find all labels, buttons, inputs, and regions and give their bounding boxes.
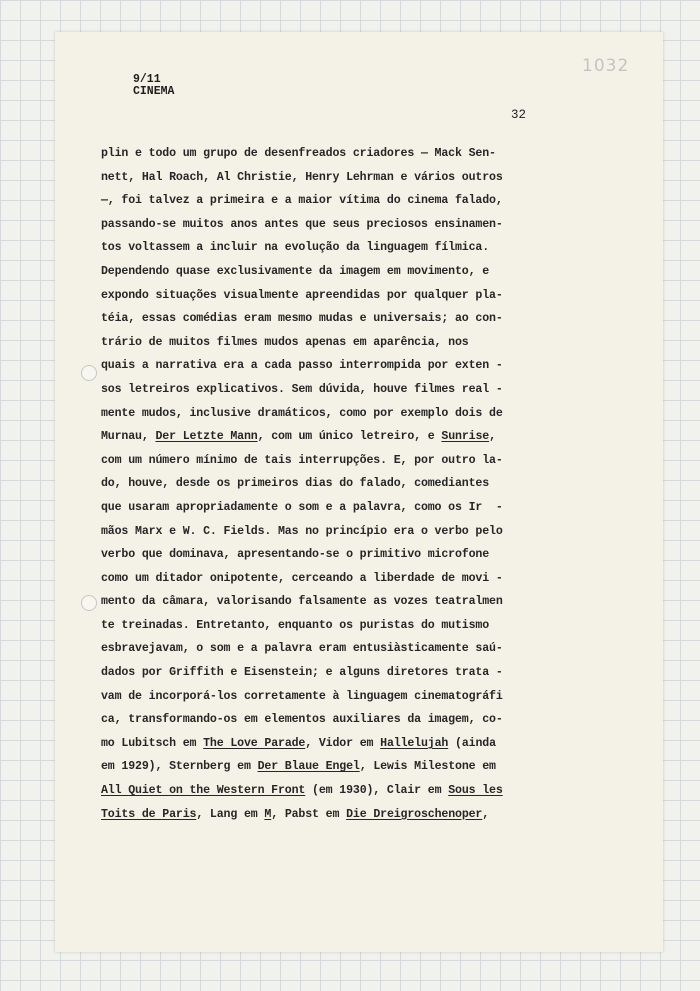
text-segment: , bbox=[489, 430, 496, 444]
text-segment: plin e todo um grupo de desenfreados criadores — Mack Sen- bbox=[101, 147, 496, 160]
text-segment: , Lang em bbox=[196, 807, 265, 821]
page-number: 32 bbox=[511, 108, 527, 122]
body-text bbox=[101, 142, 601, 826]
text-segment: téia, essas comédias eram mesmo mudas e universais; ao con- bbox=[101, 312, 503, 326]
underlined-title: Hallelujah bbox=[380, 736, 449, 750]
text-segment: mente mudos, inclusive dramáticos, como por exemplo dois de bbox=[101, 406, 503, 420]
punch-hole bbox=[81, 595, 97, 611]
text-segment: ca, transformando-os em elementos auxiliares da imagem, co- bbox=[101, 713, 503, 727]
text-line bbox=[101, 307, 601, 331]
text-line bbox=[101, 567, 601, 591]
text-segment: como um ditador onipotente, cerceando a liberdade de movi - bbox=[101, 571, 503, 585]
text-line bbox=[101, 402, 601, 426]
text-segment: , Vidor em bbox=[305, 736, 381, 750]
text-line bbox=[101, 803, 601, 827]
text-line bbox=[101, 590, 601, 614]
text-segment: quais a narrativa era a cada passo interrompida por exten - bbox=[101, 359, 503, 373]
text-line bbox=[101, 331, 601, 355]
text-segment: mãos Marx e W. C. Fields. Mas no princípio era o verbo pelo bbox=[101, 524, 503, 538]
text-line bbox=[101, 142, 601, 166]
underlined-title: The Love Parade bbox=[203, 736, 306, 750]
text-segment: mo Lubitsch em bbox=[101, 736, 204, 750]
text-segment: (ainda bbox=[448, 736, 496, 750]
text-segment: dados por Griffith e Eisenstein; e alguns diretores trata - bbox=[101, 666, 503, 680]
text-line bbox=[101, 166, 601, 190]
text-segment: Dependendo quase exclusivamente da imagem em movimento, e bbox=[101, 264, 490, 278]
text-segment: passando-se muitos anos antes que seus preciosos ensinamen- bbox=[101, 217, 503, 231]
text-line bbox=[101, 449, 601, 473]
text-segment: , bbox=[482, 807, 490, 821]
text-line bbox=[101, 779, 601, 803]
text-segment: do, houve, desde os primeiros dias do falado, comediantes bbox=[101, 477, 490, 491]
text-segment: que usaram apropriadamente o som e a palavra, como os Ir - bbox=[101, 500, 503, 514]
text-segment: te treinadas. Entretanto, enquanto os puristas do mutismo bbox=[101, 618, 490, 632]
header-section: CINEMA bbox=[133, 85, 175, 98]
text-segment: , Pabst em bbox=[271, 807, 347, 821]
page-header bbox=[133, 74, 174, 98]
text-segment: mento da câmara, valorisando falsamente as vozes teatralmen bbox=[101, 595, 503, 609]
text-line bbox=[101, 213, 601, 237]
text-segment: com um número mínimo de tais interrupções. E, por outro la- bbox=[101, 453, 503, 467]
text-line bbox=[101, 755, 601, 779]
text-line bbox=[101, 732, 601, 756]
text-line bbox=[101, 189, 601, 213]
underlined-title: Sous les bbox=[448, 784, 503, 798]
text-line bbox=[101, 472, 601, 496]
text-segment: trário de muitos filmes mudos apenas em aparência, nos bbox=[101, 335, 469, 349]
text-segment: esbravejavam, o som e a palavra eram entusiàsticamente saú- bbox=[101, 642, 503, 656]
text-segment: nett, Hal Roach, Al Christie, Henry Lehrman e vários outros bbox=[101, 170, 503, 184]
text-segment: Murnau, bbox=[101, 430, 156, 444]
text-line bbox=[101, 236, 601, 260]
underlined-title: Sunrise bbox=[441, 430, 490, 444]
text-segment: , com um único letreiro, e bbox=[257, 430, 442, 444]
header-date: 9/11 bbox=[133, 73, 161, 86]
typed-page bbox=[55, 32, 663, 952]
underlined-title: All Quiet on the Western Front bbox=[101, 784, 306, 798]
punch-hole bbox=[81, 365, 97, 381]
text-segment: tos voltassem a incluir na evolução da linguagem fílmica. bbox=[101, 241, 490, 255]
text-line bbox=[101, 520, 601, 544]
text-segment: , Lewis Milestone em bbox=[359, 760, 496, 774]
underlined-title: M bbox=[264, 807, 272, 821]
text-line bbox=[101, 614, 601, 638]
text-segment: expondo situações visualmente apreendidas por qualquer pla- bbox=[101, 288, 503, 302]
text-segment: vam de incorporá-los corretamente à linguagem cinematográfi bbox=[101, 689, 503, 703]
underlined-title: Toits de Paris bbox=[101, 807, 197, 821]
underlined-title: Der Letzte Mann bbox=[155, 430, 258, 444]
text-line bbox=[101, 378, 601, 402]
text-segment: —, foi talvez a primeira e a maior vítima do cinema falado, bbox=[101, 194, 503, 208]
text-line bbox=[101, 708, 601, 732]
text-line bbox=[101, 496, 601, 520]
text-line bbox=[101, 284, 601, 308]
underlined-title: Die Dreigroschenoper bbox=[346, 807, 483, 821]
text-segment: sos letreiros explicativos. Sem dúvida, houve filmes real - bbox=[101, 382, 503, 396]
text-line bbox=[101, 661, 601, 685]
text-line bbox=[101, 685, 601, 709]
text-line bbox=[101, 260, 601, 284]
underlined-title: Der Blaue Engel bbox=[257, 760, 360, 774]
text-segment: em 1929), Sternberg em bbox=[101, 760, 258, 774]
text-line bbox=[101, 425, 601, 449]
text-line bbox=[101, 354, 601, 378]
text-line bbox=[101, 543, 601, 567]
text-segment: verbo que dominava, apresentando-se o primitivo microfone bbox=[101, 548, 490, 562]
pencil-page-mark: 1032 bbox=[582, 56, 630, 76]
text-line bbox=[101, 637, 601, 661]
text-segment: (em 1930), Clair em bbox=[305, 784, 449, 798]
